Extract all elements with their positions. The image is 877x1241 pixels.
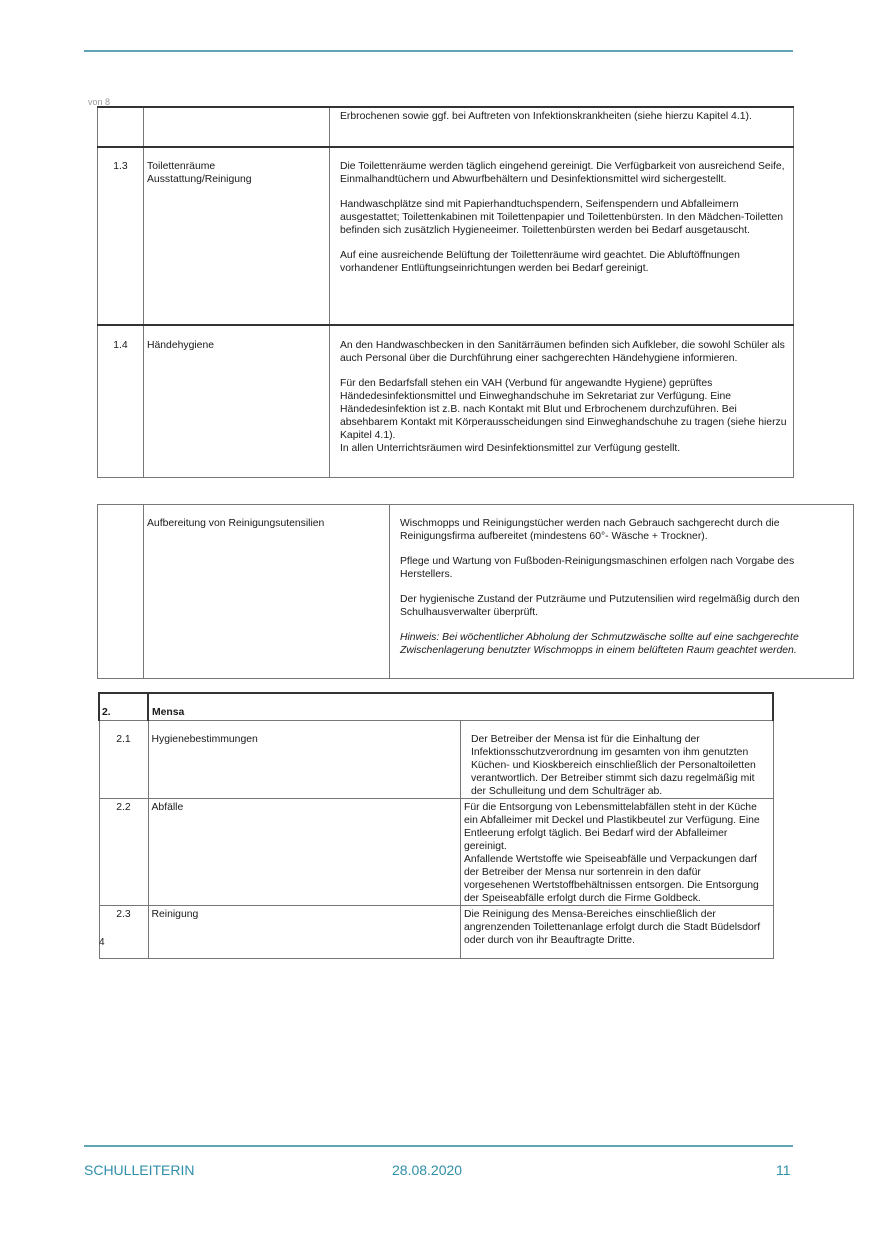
row-topic: Aufbereitung von Reinigungsutensilien [144, 505, 390, 679]
paragraph: An den Handwaschbecken in den Sanitärräumen befinden sich Aufkleber, die sowohl Schüler als auch Personal über die Durchführung einer sachgerechten Händehygiene informieren. [340, 340, 785, 364]
row-number: 1.4 [98, 325, 144, 477]
row-number: 2.2 [99, 798, 148, 905]
footer-date: 28.08.2020 [392, 1162, 463, 1178]
row-description [330, 325, 794, 477]
hygiene-table-continued [97, 106, 794, 478]
row-description [330, 147, 794, 325]
header-rule [84, 50, 793, 52]
row-description: Der Betreiber der Mensa ist für die Einhaltung der Infektionsschutzverordnung im gesamten von ihm genutzten Küchen- und Kioskbereich einschließlich der Personaltoiletten verantwortlich. Der Betreiber stimmt sich dazu regelmäßig mit der Schulleitung und dem Schulträger ab. [461, 720, 774, 798]
row-description [461, 798, 774, 905]
paragraph: Pflege und Wartung von Fußboden-Reinigungsmaschinen erfolgen nach Vorgabe des Herstellers. [400, 556, 795, 580]
row-description [390, 505, 854, 679]
table-row [98, 107, 794, 147]
mensa-table [98, 692, 774, 959]
note-paragraph: Hinweis: Bei wöchentlicher Abholung der Schmutzwäsche sollte auf eine sachgerechte Zwischenlagerung benutzter Wischmopps in einem belüfteten Raum geachtet werden. [400, 632, 799, 656]
row-topic: Hygienebestimmungen [148, 720, 461, 798]
section-title: Mensa [148, 693, 773, 720]
paragraph: Handwaschplätze sind mit Papierhandtuchspendern, Seifenspendern und Abfalleimern ausgestattet; Toilettenkabinen mit Toilettenpapier und Toilettenbürsten. In den Mädchen-Toiletten befinden sich zusätzlich Hygieneeimer. Toilettenbürsten werden bei Bedarf ausgetauscht. [340, 199, 784, 236]
row-topic [144, 107, 330, 147]
row-number: 2.1 [99, 720, 148, 798]
row-number: 1.3 [98, 147, 144, 325]
page-of-label: von 8 [88, 97, 111, 107]
cleaning-utensils-table [97, 504, 854, 679]
table-row [98, 505, 854, 679]
row-topic: Reinigung [148, 905, 461, 958]
row-description [330, 107, 794, 147]
paragraph: Auf eine ausreichende Belüftung der Toilettenräume wird geachtet. Die Abluftöffnungen vorhandener Entlüftungseinrichtungen werden bei Bedarf gereinigt. [340, 250, 740, 274]
row-topic: Händehygiene [144, 325, 330, 477]
row-number [98, 505, 144, 679]
paragraph: Für die Entsorgung von Lebensmittelabfällen steht in der Küche ein Abfalleimer mit Deckel und Plastikbeutel zur Verfügung. Eine Entleerung erfolgt täglich. Bei Bedarf wird der Abfalleimer gereinigt. [464, 801, 760, 852]
table-row [98, 147, 794, 325]
section-number: 2. [99, 693, 148, 720]
paragraph: Der hygienische Zustand der Putzräume und Putzutensilien wird regelmäßig durch den Schulhausverwalter überprüft. [400, 594, 800, 618]
paragraph: Für den Bedarfsfall stehen ein VAH (Verbund für angewandte Hygiene) geprüftes Händedesinfektionsmittel und Einweghandschuhe im Sekretariat zur Verfügung. Eine Händedesinfektion ist z.B. nach Kontakt mit Blut und Erbrochenem durchzuführen. Bei absehbarem Kontakt mit Körperausscheidungen sind Einweghandschuhe zu tragen (siehe hierzu Kapitel 4.1). [340, 378, 787, 441]
row-description: Die Reinigung des Mensa-Bereiches einschließlich der angrenzenden Toilettenanlage erfolgt durch die Stadt Büdelsdorf oder durch von ihr Beauftragte Dritte. [461, 905, 774, 958]
row-topic: Toilettenräume Ausstattung/Reinigung [144, 147, 330, 325]
paragraph: Wischmopps und Reinigungstücher werden nach Gebrauch sachgerecht durch die Reinigungsfirma aufbereitet (mindestens 60°- Wäsche + Trockner). [400, 518, 780, 542]
footer-page-number: 11 [776, 1162, 791, 1178]
table-row [99, 720, 773, 798]
section-header-row [99, 693, 773, 720]
footer-author: SCHULLEITERIN [84, 1162, 195, 1178]
paragraph: Anfallende Wertstoffe wie Speiseabfälle und Verpackungen darf der Betreiber der Mensa nur sortenrein in den dafür vorgesehenen Wertstoffbehältnissen entsorgen. Die Entsorgung der Speiseabfälle erfolgt durch die Firme Goldbeck. [464, 853, 759, 904]
row-number [98, 107, 144, 147]
paragraph: Erbrochenen sowie ggf. bei Auftreten von Infektionskrankheiten (siehe hierzu Kapitel 4.1). [340, 111, 752, 122]
paragraph: Die Toilettenräume werden täglich eingehend gereinigt. Die Verfügbarkeit von ausreichend Seife, Einmalhandtüchern und Abwurfbehältern und Desinfektionsmittel wird sichergestellt. [340, 161, 785, 185]
paragraph: In allen Unterrichtsräumen wird Desinfektionsmittel zur Verfügung gestellt. [340, 443, 681, 454]
row-topic: Abfälle [148, 798, 461, 905]
table-row [99, 798, 773, 905]
table-row [99, 905, 773, 958]
footer-rule [84, 1145, 793, 1147]
inner-page-number: 4 [99, 937, 105, 948]
row-number: 2.3 [99, 905, 148, 958]
table-row [98, 325, 794, 477]
